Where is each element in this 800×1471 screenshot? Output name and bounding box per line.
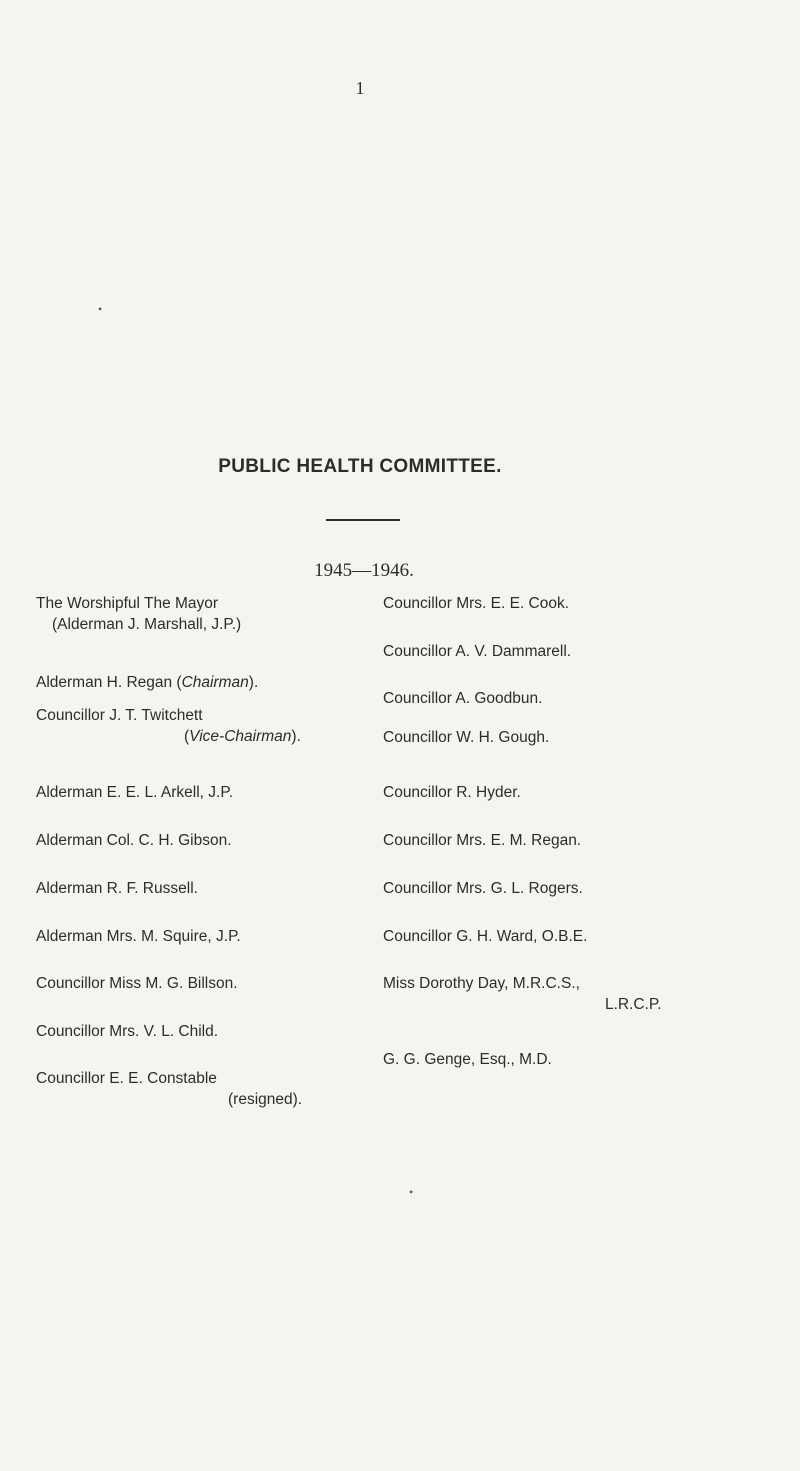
- member-name: Councillor R. Hyder.: [383, 784, 521, 801]
- member-name: Councillor Miss M. G. Billson.: [36, 975, 238, 992]
- member-right-genge: [383, 1049, 552, 1070]
- member-right-rogers: [383, 878, 583, 899]
- member-name: Councillor W. H. Gough.: [383, 729, 550, 746]
- member-name: Councillor Mrs. V. L. Child.: [36, 1023, 219, 1040]
- member-left-billson: [36, 973, 238, 994]
- member-left-mayor: [36, 593, 241, 635]
- member-name: Councillor Mrs. E. E. Cook.: [383, 595, 570, 612]
- member-name: Alderman Mrs. M. Squire, J.P.: [36, 928, 241, 945]
- committee-years: 1945—1946.: [314, 560, 414, 581]
- title-divider: [326, 519, 400, 521]
- member-right-gough: [383, 727, 549, 748]
- member-left-gibson: [36, 830, 232, 851]
- member-name: Councillor Mrs. G. L. Rogers.: [383, 880, 583, 897]
- member-name: Alderman Col. C. H. Gibson.: [36, 832, 232, 849]
- member-role: Chairman: [181, 674, 249, 691]
- member-left-child: [36, 1021, 218, 1042]
- page-number: 1: [355, 78, 365, 98]
- member-right-dammarell: [383, 641, 571, 662]
- member-left-constable: [36, 1068, 302, 1110]
- member-detail: (Vice-Chairman).: [184, 728, 301, 745]
- member-right-ward: [383, 926, 587, 947]
- member-name: Councillor Mrs. E. M. Regan.: [383, 832, 582, 849]
- member-name: Councillor A. V. Dammarell.: [383, 643, 572, 660]
- member-left-twitchett: [36, 705, 301, 747]
- member-punct: ).: [248, 674, 259, 691]
- member-name: Miss Dorothy Day, M.R.C.S.,: [383, 975, 580, 992]
- page-title: PUBLIC HEALTH COMMITTEE.: [218, 456, 502, 477]
- member-right-goodbun: [383, 688, 542, 709]
- member-left-arkell: [36, 782, 233, 803]
- member-detail: (Alderman J. Marshall, J.P.): [52, 616, 242, 633]
- member-right-day: [383, 973, 662, 1015]
- member-role: Vice-Chairman: [189, 728, 292, 745]
- member-name: Councillor G. H. Ward, O.B.E.: [383, 928, 588, 945]
- member-name: The Worshipful The Mayor: [36, 595, 219, 612]
- member-right-hyder: [383, 782, 521, 803]
- print-mark: •: [409, 1185, 414, 1199]
- print-mark: •: [98, 302, 103, 316]
- member-name: Councillor E. E. Constable: [36, 1070, 217, 1087]
- member-name: Councillor A. Goodbun.: [383, 690, 543, 707]
- member-left-regan: [36, 672, 258, 693]
- member-name: Alderman R. F. Russell.: [36, 880, 198, 897]
- member-detail: (resigned).: [228, 1091, 303, 1108]
- member-name: Councillor J. T. Twitchett: [36, 707, 203, 724]
- member-right-regan: [383, 830, 581, 851]
- member-left-russell: [36, 878, 198, 899]
- member-name: Alderman E. E. L. Arkell, J.P.: [36, 784, 233, 801]
- member-right-cook: [383, 593, 569, 614]
- member-detail: L.R.C.P.: [605, 996, 662, 1013]
- member-name: G. G. Genge, Esq., M.D.: [383, 1051, 552, 1068]
- member-name: Alderman H. Regan (: [36, 674, 182, 691]
- member-left-squire: [36, 926, 241, 947]
